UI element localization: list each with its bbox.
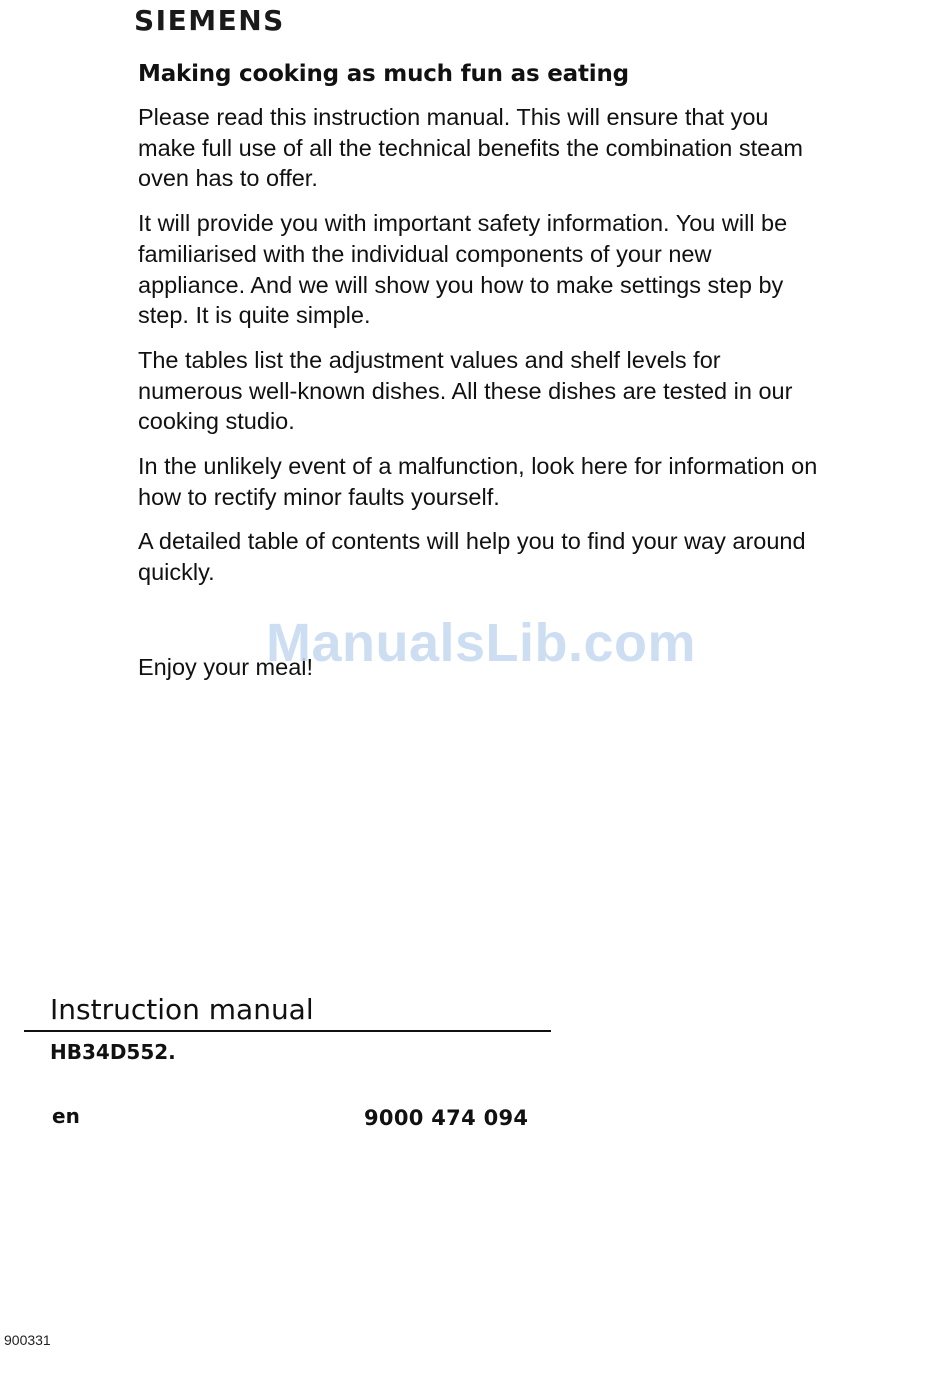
intro-paragraph: Please read this instruction manual. This will ensure that you make full use of all the technical benefits the combination steam oven has to offer.: [138, 104, 803, 192]
intro-paragraph: The tables list the adjustment values and shelf levels for numerous well-known dishes. All these dishes are tested in our cooking studio.: [138, 346, 793, 435]
model-number: HB34D552.: [50, 1040, 176, 1064]
title-divider: [24, 1030, 551, 1032]
manualslib-watermark: ManualsLib.com: [266, 613, 697, 673]
intro-heading: Making cooking as much fun as eating: [138, 61, 629, 87]
intro-paragraph: In the unlikely event of a malfunction, look here for information on how to rectify minor faults yourself.: [138, 453, 818, 510]
manual-title-block: [24, 990, 551, 1032]
language-code: en: [52, 1104, 80, 1128]
part-number: 9000 474 094: [364, 1106, 529, 1130]
siemens-logo: SIEMENS: [134, 4, 285, 37]
closing-line: Enjoy your meal!: [138, 654, 314, 680]
intro-paragraph: It will provide you with important safety information. You will be familiarised with the individual components of your new appliance. And we will show you how to make settings step by step. It is quite simple.: [138, 210, 788, 329]
intro-paragraph: A detailed table of contents will help you to find your way around quickly.: [138, 528, 806, 586]
print-code: 900331: [4, 1332, 51, 1348]
manual-title: Instruction manual: [50, 993, 314, 1026]
